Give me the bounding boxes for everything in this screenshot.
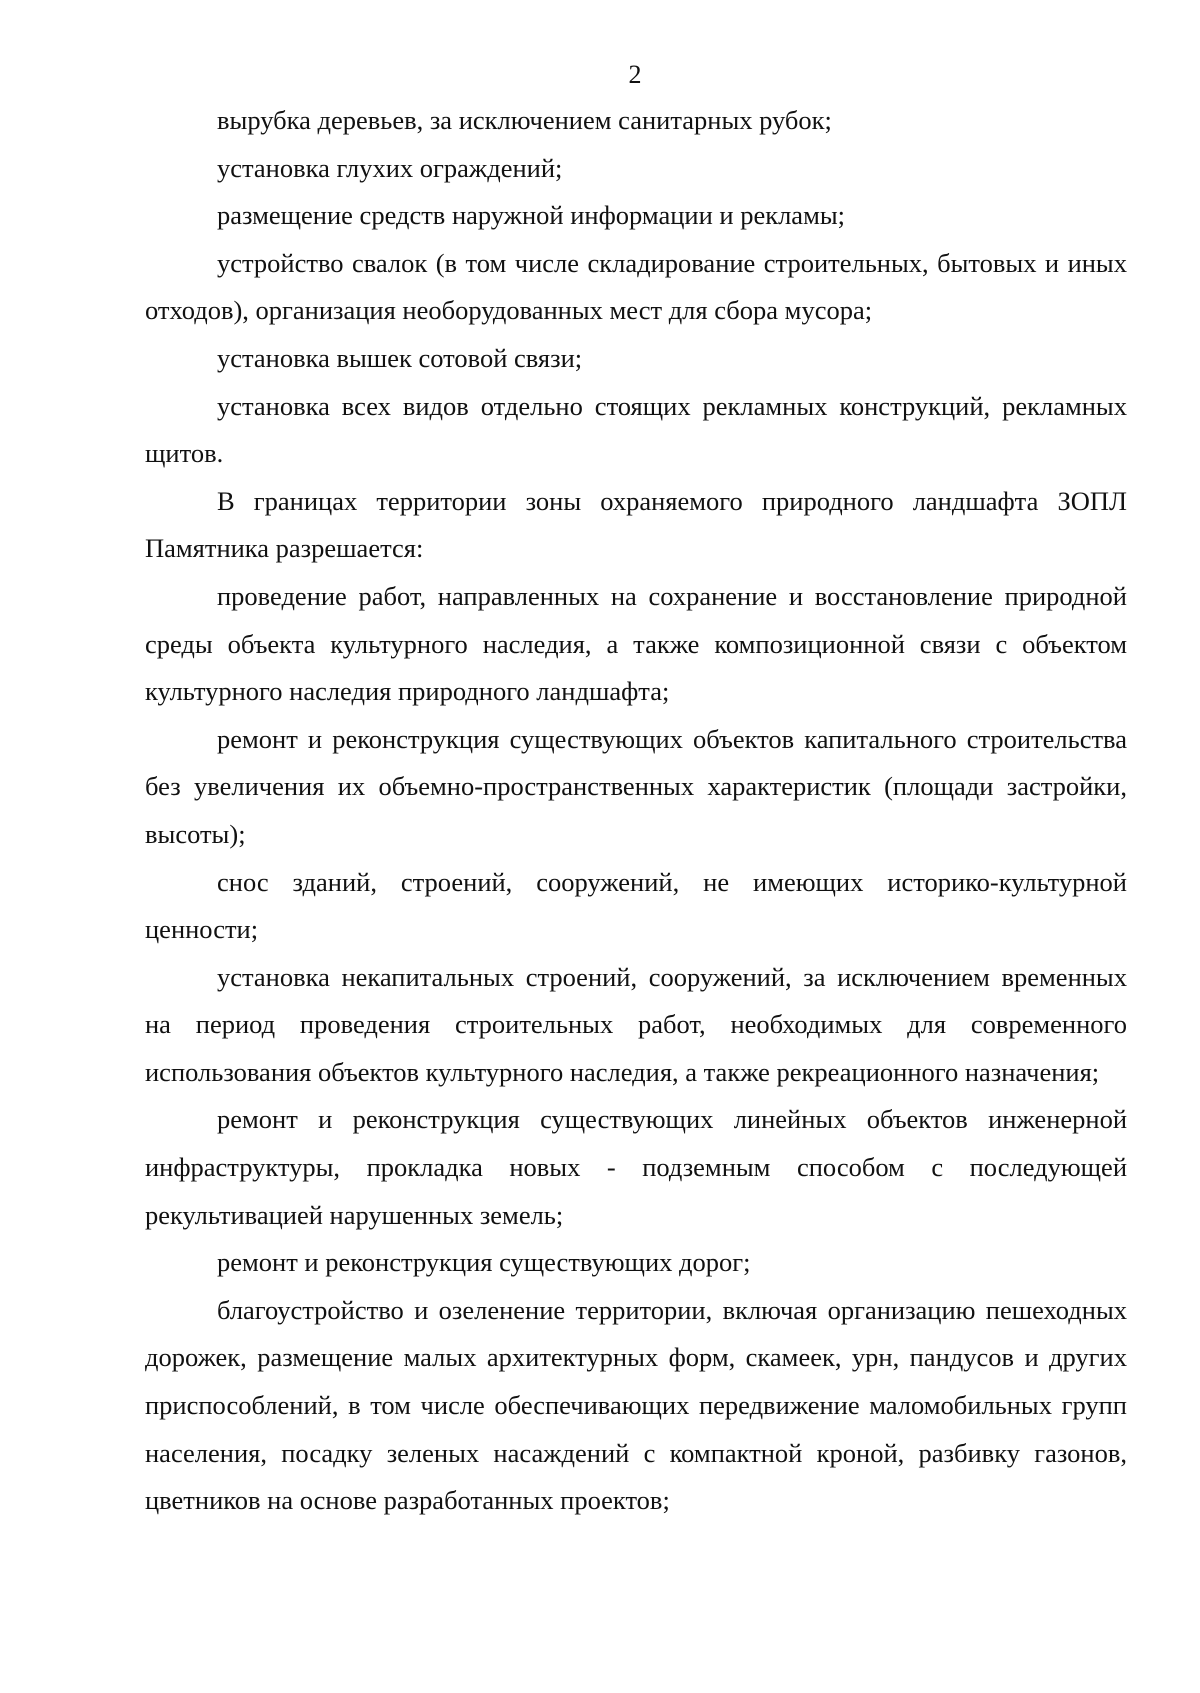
page-number: 2: [628, 60, 642, 89]
paragraph: установка всех видов отдельно стоящих рекламных конструкций, рекламных щитов.: [145, 390, 1127, 469]
paragraph: установка некапитальных строений, сооружений, за исключением временных на период проведения строительных работ, необходимых для современного использования объектов культурного наследия, а также рекреационного назначения;: [145, 961, 1127, 1087]
paragraph: ремонт и реконструкция существующих линейных объектов инженерной инфраструктуры, прокладка новых - подземным способом с последующей рекультивацией нарушенных земель;: [145, 1104, 1127, 1230]
paragraph: установка вышек сотовой связи;: [217, 342, 583, 373]
paragraph: устройство свалок (в том числе складирование строительных, бытовых и иных отходов), организация необорудованных мест для сбора мусора;: [145, 247, 1127, 326]
paragraph: благоустройство и озеленение территории, включая организацию пешеходных дорожек, размещение малых архитектурных форм, скамеек, урн, пандусов и других приспособлений, в том числе обеспечивающих передвижение маломобильных групп населения, посадку зеленых насаждений с компактной кроной, разбивку газонов, цветников на основе разработанных проектов;: [145, 1294, 1127, 1516]
paragraph: вырубка деревьев, за исключением санитарных рубок;: [217, 105, 832, 135]
paragraph: установка глухих ограждений;: [217, 152, 563, 183]
document-body: [145, 97, 1127, 1525]
paragraph: ремонт и реконструкция существующих объектов капитального строительства без увеличения их объемно-пространственных характеристик (площади застройки, высоты);: [145, 723, 1127, 849]
paragraph: проведение работ, направленных на сохранение и восстановление природной среды объекта культурного наследия, а также композиционной связи с объектом культурного наследия природного ландшафта;: [145, 580, 1127, 707]
paragraph: снос зданий, строений, сооружений, не имеющих историко-культурной ценности;: [145, 866, 1127, 945]
paragraph: В границах территории зоны охраняемого природного ландшафта ЗОПЛ Памятника разрешается:: [145, 485, 1127, 564]
paragraph: ремонт и реконструкция существующих дорог;: [217, 1247, 751, 1278]
paragraph: размещение средств наружной информации и рекламы;: [217, 200, 846, 231]
